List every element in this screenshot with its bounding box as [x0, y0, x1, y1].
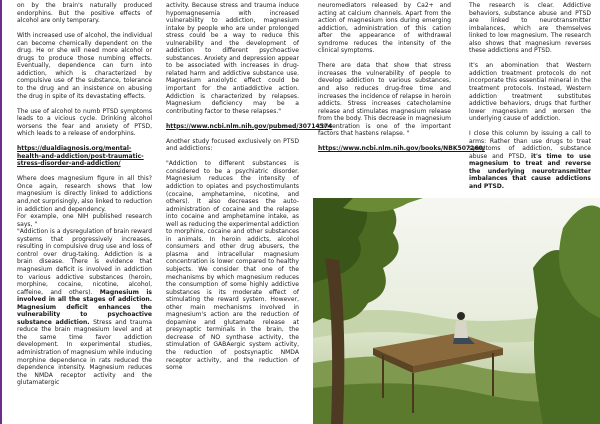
paragraph: on by the brain's naturally produced endorphins. But the positive effects of alcohol are only temporary.: [17, 2, 152, 25]
valley-scene-icon: [313, 198, 600, 424]
paragraph: neuromediators released by Ca2+ and acting at calcium channels. Apart from the action of magnesium ions during emerging addiction, administration of this cation after the appearance of withdrawal syndrome reduces the intensity of the clinical symptoms.: [318, 2, 451, 55]
source-link[interactable]: https://www.ncbi.nlm.nih.gov/books/NBK507260/: [318, 145, 485, 153]
paragraph: The research is clear. Addictive behaviors, substance abuse and PTSD are linked to neurotransmitter imbalances, which are themselves linked to low magnesium. The research also shows that magnesium reverses these addictions and PTSD.: [469, 2, 591, 55]
paragraph: With increased use of alcohol, the individual can become chemically dependent on the drug. He or she will need more alcohol or drugs to produce those numbing effects. Eventually, dependence can turn into addiction, which is characterized by compulsive use of the substance, tolerance to the drug and an insistence on abusing the drug in spite of its devastating effects.: [17, 32, 152, 100]
column-2: [166, 2, 333, 379]
paragraph: It's an abomination that Western addiction treatment protocols do not incorporate this essential mineral in the treatment protocols. Instead, Western addiction treatment substitutes addictive behaviors, drugs that further lower magnesium and worsen the underlying cause of addiction.: [469, 62, 591, 123]
quote-text: Stress and trauma reduce the brain magnesium level and at the same time favor addiction development. In experimental studies, administration of magnesium while inducing morphine dependence in rats reduced the dependence intensity. Magnesium reduces the NMDA receptor activity and the glutamatergic: [17, 318, 153, 387]
source-link[interactable]: https://dualdiagnosis.org/mental-health-and-addiction/post-traumatic-stress-disorder-and-addiction/: [17, 145, 144, 168]
column-3: [318, 2, 485, 160]
quote-paragraph: "Addiction to different substances is considered to be a psychiatric disorder. Magnesium reduces the intensity of addiction to opiates and psychostimulants (cocaine, amphetamine, nicotine, and others). It also decreases the auto-administration of cocaine and the relapse into cocaine and amphetamine intake, as well as reducing the experimental addiction to morphine, cocaine and other substances in animals. In heroin addicts, alcohol consumers and other drug abusers, the plasma and intracellular magnesium concentration is lower compared to healthy subjects. We consider that one of the mechanisms by which magnesium reduces the consumption of some highly addictive substances is its moderate effect of stimulating the reward system. However, other main mechanisms involved in magnesium's action are the reduction of dopamine and glutamate release at presynaptic terminals in the brain, the decrease of NO synthase activity, the stimulation of GABAergic system activity, the reduction of postsynaptic NMDA receptor activity, and the reduction of some: [166, 160, 299, 372]
paragraph: The use of alcohol to numb PTSD symptoms leads to a vicious cycle. Drinking alcohol worsens the fear and anxiety of PTSD, which leads to a release of endorphins.: [17, 107, 152, 138]
column-1: [17, 2, 152, 394]
quote-paragraph: [17, 228, 152, 386]
paragraph: Another study focused exclusively on PTSD and addictions:: [166, 137, 299, 153]
paragraph: [469, 130, 591, 190]
quote-text: "Addiction is a dysregulation of brain reward systems that progressively increases, resulting in compulsive drug use and loss of control over drug-taking. Addiction is a brain disease. There is evidence that magnesium deficit is involved in addiction to various addictive substances (heroin, morphine, cocaine, nicotine, alcohol, caffeine, and others).: [17, 228, 152, 296]
paragraph: activity. Because stress and trauma induce hypomagnesemia with increased vulnerability to addiction, magnesium intake by people who are under prolonged stress could be a way to reduce this vulnerability and the development of addiction to different psychoactive substances. Anxiety and depression appear to be associated with increases in drug-related harm and addictive substance use. Magnesium anxiolytic effect could be important for the antiaddictive action. Addiction is characterized by relapses. Magnesium deficiency may be a contributing factor to these relapses.": [166, 2, 299, 115]
column-4: [469, 2, 591, 198]
paragraph-text: I close this column by issuing a call to arms: Rather than use drugs to treat symptoms of addiction, substance abuse and PTSD,: [469, 130, 591, 160]
call-to-action-text: it's time to use magnesium to treat and reverse the underlying neurotransmitter imbalances that cause addictions and PTSD.: [469, 152, 591, 191]
source-link[interactable]: https://www.ncbi.nlm.nih.gov/pubmed/30714574: [166, 122, 333, 130]
landscape-photo: [313, 198, 600, 424]
quote-bold-text: Magnesium is involved in all the stages of addiction. Magnesium deficit enhances the vulnerability to psychoactive substance addiction.: [17, 288, 152, 326]
paragraph: For example, one NIH published research says, ": [17, 213, 152, 228]
paragraph: Where does magnesium figure in all this? Once again, research shows that low magnesium is directly linked to addictions and,not surprisingly, also linked to reduction in addiction and dependency.: [17, 175, 152, 213]
page-left-border: [0, 0, 2, 424]
paragraph: There are data that show that stress increases the vulnerability of people to develop addiction to various substances, and also reduces drug-free time and increases the incidence of relapse in heroin addicts. Stress increases catecholamine release and stimulates magnesium release from the body. This decrease in magnesium concentration is one of the important factors that hastens relapse. ": [318, 62, 451, 138]
